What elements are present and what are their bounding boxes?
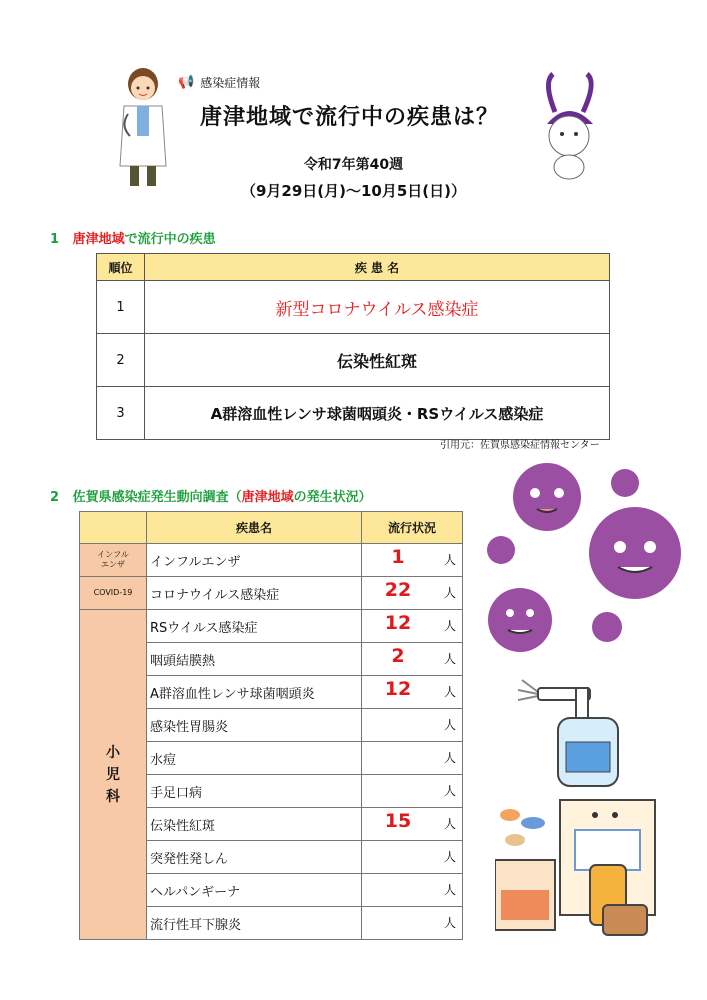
count-cell <box>362 577 463 610</box>
count-unit: 人 <box>443 553 456 567</box>
megaphone-icon: 📢 <box>178 75 195 90</box>
category-pediatrics: 小 児 科 <box>80 610 147 940</box>
count-cell <box>362 775 463 808</box>
surveillance-row <box>80 610 463 643</box>
surveillance-header-row <box>80 512 463 544</box>
count-value: 22 <box>384 579 412 601</box>
week-label: 令和7年第40週 <box>303 157 404 173</box>
sanitizer-illustration <box>518 660 628 790</box>
count-cell <box>362 742 463 775</box>
ranking-row <box>97 387 610 440</box>
disease-name: 感染性胃腸炎 <box>147 709 362 742</box>
section2-heading <box>50 486 372 505</box>
count-cell <box>362 544 463 577</box>
count-value: 12 <box>384 678 412 700</box>
medicine-illustration <box>495 795 665 945</box>
section2-title-red: 唐津地域 <box>241 490 294 505</box>
disease-name: コロナウイルス感染症 <box>147 577 362 610</box>
rank-cell: 2 <box>97 334 145 387</box>
source-note: 引用元：佐賀県感染症情報センター <box>440 440 600 451</box>
count-value: 15 <box>384 810 412 832</box>
category-covid: COVID-19 <box>80 577 147 610</box>
count-unit: 人 <box>443 850 456 864</box>
count-unit: 人 <box>443 751 456 765</box>
disease-name: 手足口病 <box>147 775 362 808</box>
rank-cell: 1 <box>97 281 145 334</box>
count-unit: 人 <box>443 685 456 699</box>
page-title: 唐津地域で流行中の疾患は？ <box>200 105 500 130</box>
disease-name: 伝染性紅斑 <box>147 808 362 841</box>
category-header <box>80 512 147 544</box>
count-cell <box>362 841 463 874</box>
count-unit: 人 <box>443 883 456 897</box>
disease-name: インフルエンザ <box>147 544 362 577</box>
count-cell <box>362 610 463 643</box>
disease-cell: 新型コロナウイルス感染症 <box>145 281 610 334</box>
count-value: 1 <box>391 546 405 568</box>
disease-name: 流行性耳下腺炎 <box>147 907 362 940</box>
count-cell <box>362 874 463 907</box>
disease-name: A群溶血性レンサ球菌咽頭炎 <box>147 676 362 709</box>
disease-name: 水痘 <box>147 742 362 775</box>
disease-name: 咽頭結膜熱 <box>147 643 362 676</box>
count-unit: 人 <box>443 916 456 930</box>
info-tag <box>178 74 260 91</box>
count-cell <box>362 808 463 841</box>
virus-illustration <box>475 455 700 655</box>
count-value: 12 <box>384 612 412 634</box>
count-unit: 人 <box>443 652 456 666</box>
section1-number: 1 <box>50 232 60 247</box>
section1-title-red: 唐津地域 <box>72 232 125 247</box>
status-header: 流行状況 <box>362 512 463 544</box>
disease-name: 突発性発しん <box>147 841 362 874</box>
disease-cell: 伝染性紅斑 <box>145 334 610 387</box>
date-range: （9月29日(月)～10月5日(日)） <box>240 182 467 200</box>
disease-cell: A群溶血性レンサ球菌咽頭炎・RSウイルス感染症 <box>145 387 610 440</box>
section1-heading <box>50 228 216 247</box>
count-cell <box>362 709 463 742</box>
ranking-row <box>97 334 610 387</box>
rank-header: 順位 <box>97 254 145 281</box>
category-flu: インフル エンザ <box>80 544 147 577</box>
ranking-table <box>96 253 610 440</box>
surveillance-row <box>80 544 463 577</box>
rank-cell: 3 <box>97 387 145 440</box>
count-unit: 人 <box>443 784 456 798</box>
count-unit: 人 <box>443 586 456 600</box>
mascot-illustration <box>535 72 605 182</box>
disease-header: 疾 患 名 <box>145 254 610 281</box>
surveillance-row <box>80 577 463 610</box>
count-cell <box>362 676 463 709</box>
section2-number: 2 <box>50 490 60 505</box>
section1-title-rest: で流行中の疾患 <box>124 232 216 247</box>
count-unit: 人 <box>443 817 456 831</box>
count-unit: 人 <box>443 619 456 633</box>
disease-name: RSウイルス感染症 <box>147 610 362 643</box>
section2-title-a: 佐賀県感染症発生動向調査（ <box>72 490 242 505</box>
count-cell <box>362 643 463 676</box>
disease-name: ヘルパンギーナ <box>147 874 362 907</box>
surveillance-table <box>79 511 463 940</box>
ranking-header-row <box>97 254 610 281</box>
tag-text: 感染症情報 <box>200 76 261 90</box>
count-value: 2 <box>391 645 405 667</box>
section2-title-b: の発生状況） <box>293 490 372 505</box>
ranking-row <box>97 281 610 334</box>
count-cell <box>362 907 463 940</box>
count-unit: 人 <box>443 718 456 732</box>
disease-name-header: 疾患名 <box>147 512 362 544</box>
